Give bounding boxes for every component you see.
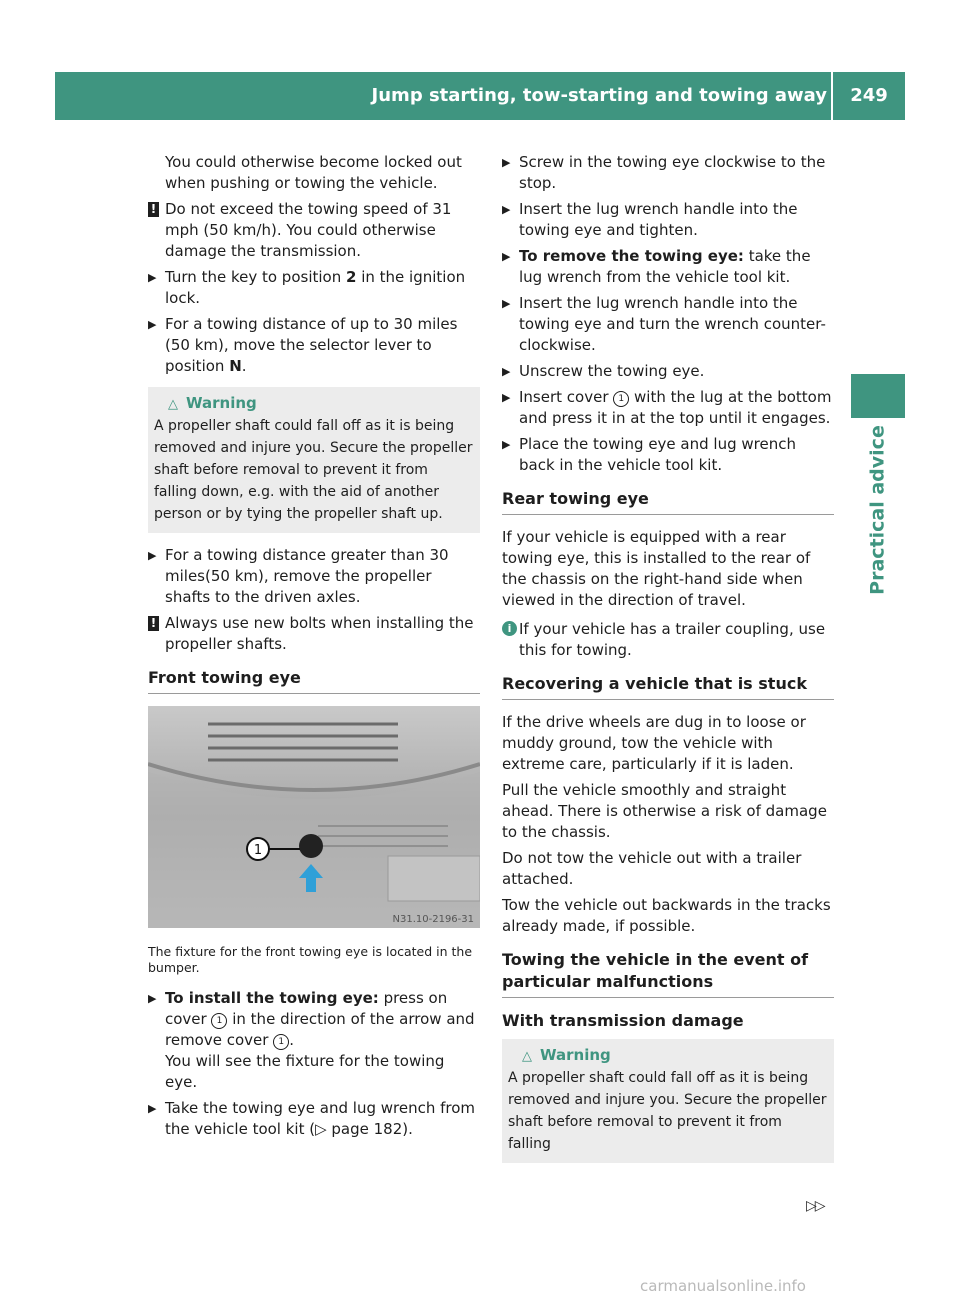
step-install-towing-eye: ▶ To install the towing eye: press on cover 1 in the direction of the arrow and remove cover 1 . You will see the fixture for the towing eye. (148, 988, 480, 1093)
heading-malfunctions: Towing the vehicle in the event of particular malfunctions (502, 949, 834, 998)
step-insert-tighten: ▶ Insert the lug wrench handle into the towing eye and tighten. (502, 200, 798, 239)
step-remove-shafts: ▶ For a towing distance greater than 30 miles(50 km), remove the propeller shafts to the driven axles. (148, 546, 449, 606)
recover-paragraph-4: Tow the vehicle out backwards in the tracks already made, if possible. (502, 896, 831, 935)
caution-icon: ! (148, 616, 159, 631)
callout-1-icon: 1 (211, 1013, 227, 1029)
note-bolts (148, 613, 480, 655)
section-tab: Practical advice (866, 425, 889, 595)
svg-text:1: 1 (253, 843, 263, 858)
footer-watermark: carmanualsonline.info (640, 1277, 806, 1295)
rear-text: If your vehicle is equipped with a rear towing eye, this is installed to the rear of the chassis on the right-hand side when viewed in the direction of travel. (502, 528, 811, 609)
warning-title: △ Warning (168, 394, 257, 412)
info-icon: i (502, 621, 517, 636)
note-text: Always use new bolts when installing the propeller shafts. (165, 614, 474, 653)
subheading-transmission: With transmission damage (502, 1011, 744, 1030)
step-install-extra: You will see the fixture for the towing eye. (165, 1052, 445, 1091)
step-arrow-icon: ▶ (148, 271, 157, 284)
step-insert-cover: ▶ Insert cover 1 with the lug at the bottom and press it in at the top until it engages. (502, 388, 832, 427)
step-unscrew: ▶ Unscrew the towing eye. (502, 362, 705, 380)
step-arrow-icon: ▶ (148, 318, 157, 331)
front-bumper-figure (148, 706, 480, 928)
figure-caption: The fixture for the front towing eye is located in the bumper. (148, 944, 473, 975)
recover-paragraph-3: Do not tow the vehicle out with a trailer attached. (502, 849, 802, 888)
warning-triangle-icon: △ (522, 1049, 532, 1064)
warning-title: △ Warning (522, 1046, 611, 1064)
heading-front-towing-eye: Front towing eye (148, 667, 480, 694)
step-remove-towing-eye: ▶ To remove the towing eye: take the lug wrench from the vehicle tool kit. (502, 247, 811, 286)
recover-paragraph-2: Pull the vehicle smoothly and straight ahead. There is otherwise a risk of damage to the chassis. (502, 781, 827, 841)
step-arrow-icon: ▶ (502, 203, 511, 216)
page-number: 249 (850, 85, 888, 106)
heading-recovering: Recovering a vehicle that is stuck (502, 673, 834, 700)
warning-triangle-icon: △ (168, 397, 178, 412)
callout-1-icon: 1 (273, 1034, 289, 1050)
continue-arrows-icon: ▷▷ (806, 1198, 824, 1214)
step-arrow-icon: ▶ (502, 297, 511, 310)
step-arrow-icon: ▶ (502, 250, 511, 263)
heading-rear-towing-eye: Rear towing eye (502, 488, 834, 515)
step-screw-in: ▶ Screw in the towing eye clockwise to the stop. (502, 153, 826, 192)
page-title: Jump starting, tow-starting and towing away (371, 85, 827, 106)
left-column (148, 152, 480, 1145)
note-speed (148, 199, 480, 262)
warning-box (502, 1039, 834, 1163)
towing-eye-fixture-icon (299, 834, 323, 858)
section-marker (851, 374, 905, 418)
step-arrow-icon: ▶ (502, 156, 511, 169)
figure-code: N31.10-2196-31 (392, 914, 474, 925)
callout-1-icon: 1 (613, 391, 629, 407)
step-insert-turn: ▶ Insert the lug wrench handle into the towing eye and turn the wrench counter-clockwise. (502, 294, 826, 354)
step-place-back: ▶ Place the towing eye and lug wrench back in the vehicle tool kit. (502, 435, 796, 474)
note-text: Do not exceed the towing speed of 31 mph (50 km/h). You could otherwise damage the transmission. (165, 200, 452, 260)
step-arrow-icon: ▶ (148, 992, 157, 1005)
warning-box (148, 387, 480, 533)
intro-text: You could otherwise become locked out when pushing or towing the vehicle. (165, 153, 462, 192)
warning-text: A propeller shaft could fall off as it is being removed and injure you. Secure the propeller shaft before removal to prevent it from falling (508, 1070, 827, 1152)
step-selector-lever: ▶ For a towing distance of up to 30 miles (50 km), move the selector lever to position N. (148, 315, 458, 375)
step-arrow-icon: ▶ (148, 549, 157, 562)
step-arrow-icon: ▶ (502, 438, 511, 451)
info-trailer: i If your vehicle has a trailer coupling, use this for towing. (502, 619, 834, 661)
step-arrow-icon: ▶ (502, 365, 511, 378)
recover-paragraph-1: If the drive wheels are dug in to loose or muddy ground, tow the vehicle with extreme care, particularly if it is laden. (502, 713, 806, 773)
step-arrow-icon: ▶ (502, 391, 511, 404)
step-take-towing-eye: ▶ Take the towing eye and lug wrench from the vehicle tool kit (▷ page 182). (148, 1099, 476, 1138)
right-column (502, 152, 834, 1175)
warning-text: A propeller shaft could fall off as it is being removed and injure you. Secure the propeller shaft before removal to prevent it from falling down, e.g. with the aid of another person or by tying the propeller shaft up. (154, 418, 473, 522)
step-turn-key: ▶ Turn the key to position 2 in the ignition lock. (148, 268, 466, 307)
caution-icon: ! (148, 202, 159, 217)
step-arrow-icon: ▶ (148, 1102, 157, 1115)
